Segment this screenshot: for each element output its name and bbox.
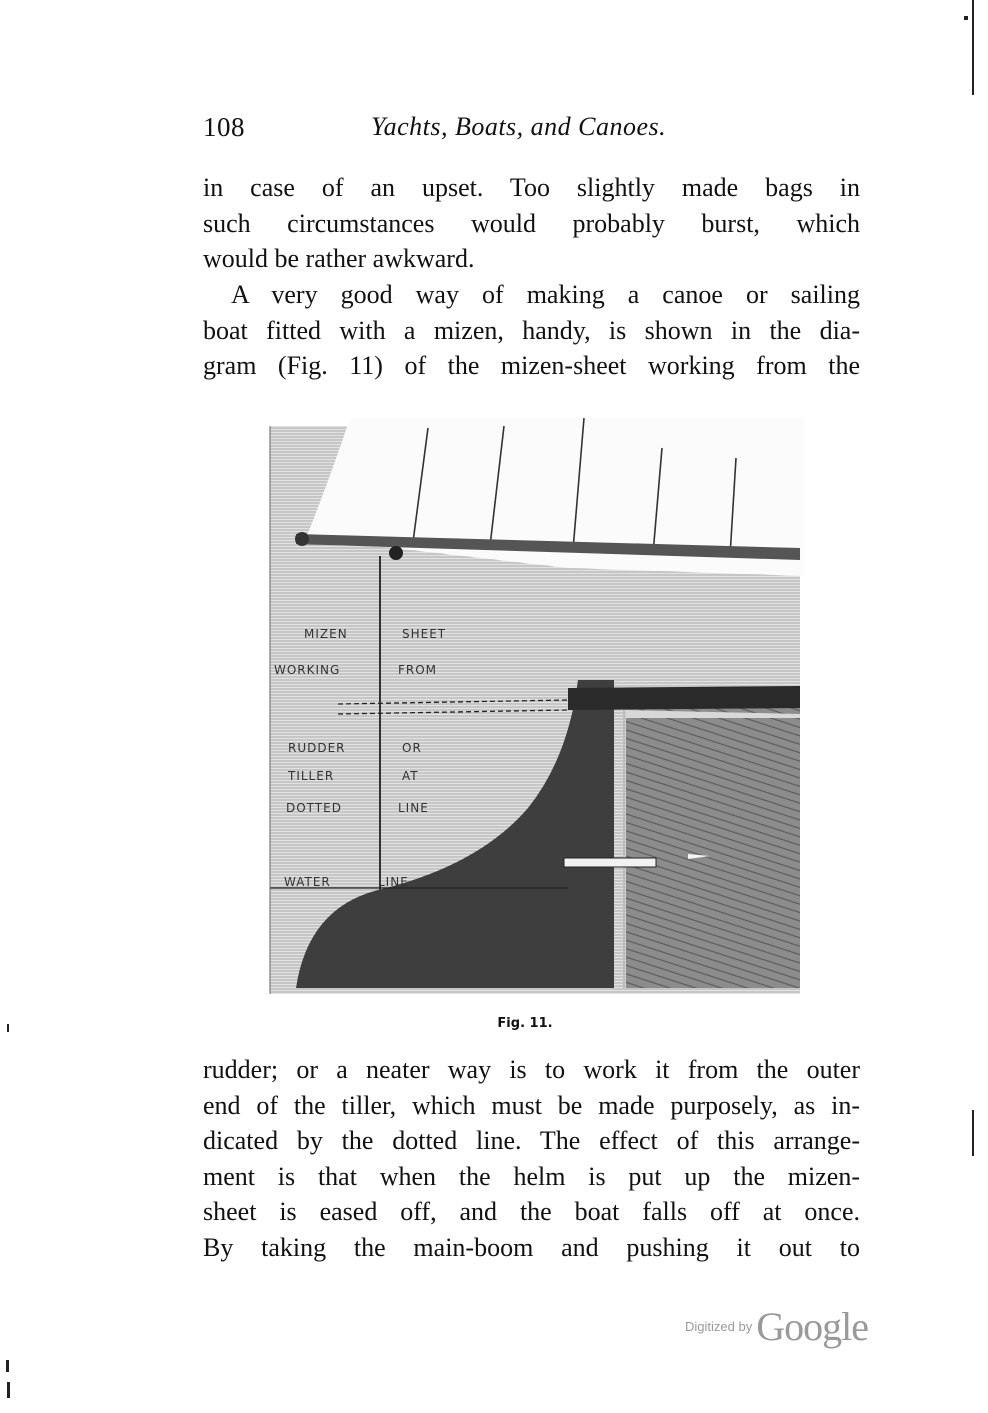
paragraph-3: [203, 1052, 860, 1265]
label-at: AT: [402, 769, 419, 783]
page-number: 108: [203, 112, 245, 142]
tiller: [568, 686, 800, 710]
pintle-plate: [564, 858, 656, 867]
text-line: A very good way of making a canoe or sailing: [231, 280, 860, 309]
paragraph-1: [203, 170, 860, 277]
figure-illustration: [268, 418, 804, 998]
label-line-2: LINE: [378, 875, 409, 889]
label-from: FROM: [398, 663, 438, 677]
scan-edge-mark: [7, 1382, 10, 1398]
label-sheet: SHEET: [402, 627, 447, 641]
running-title: Yachts, Boats, and Canoes.: [371, 112, 667, 141]
digitized-watermark: [685, 1303, 868, 1350]
watermark-logo-text: Google: [756, 1304, 868, 1349]
label-mizen: MIZEN: [304, 627, 348, 641]
label-rudder: RUDDER: [288, 741, 346, 755]
text-line: rudder; or a neater way is to work it from the outer: [203, 1055, 860, 1084]
sheet-block: [389, 546, 403, 560]
paragraph-2: [203, 277, 860, 384]
label-or: OR: [402, 741, 422, 755]
text-line: gram (Fig. 11) of the mizen-sheet working from the: [203, 351, 860, 380]
text-line: in case of an upset. Too slightly made bags in: [203, 173, 860, 202]
scan-edge-mark: [972, 0, 974, 95]
text-line: dicated by the dotted line. The effect of this arrange-: [203, 1126, 860, 1155]
text-line: ment is that when the helm is put up the mizen-: [203, 1161, 860, 1191]
scan-speck: [964, 16, 968, 20]
label-tiller: TILLER: [288, 769, 335, 783]
scan-edge-mark: [972, 1110, 974, 1156]
text-line: end of the tiller, which must be made purposely, as in-: [203, 1090, 860, 1120]
figure-caption: Fig. 11.: [497, 1016, 553, 1031]
label-working: WORKING: [274, 663, 341, 677]
text-line: such circumstances would probably burst, which: [203, 208, 860, 238]
text-line: By taking the main-boom and pushing it out to: [203, 1232, 860, 1262]
scan-speck: [7, 1024, 9, 1032]
label-water: WATER: [284, 875, 331, 889]
page-header: [203, 112, 860, 148]
label-line: LINE: [398, 801, 429, 815]
text-line: would be rather awkward.: [203, 244, 475, 273]
watermark-small-text: Digitized by: [685, 1319, 753, 1334]
text-line: sheet is eased off, and the boat falls off at once.: [203, 1197, 860, 1226]
text-line: boat fitted with a mizen, handy, is shown in the dia-: [203, 315, 860, 345]
label-dotted: DOTTED: [286, 801, 342, 815]
gooseneck: [295, 532, 309, 546]
boat-hull: [626, 688, 800, 988]
mizen-sheet-engraving: [268, 418, 804, 998]
scan-edge-mark: [6, 1360, 9, 1372]
